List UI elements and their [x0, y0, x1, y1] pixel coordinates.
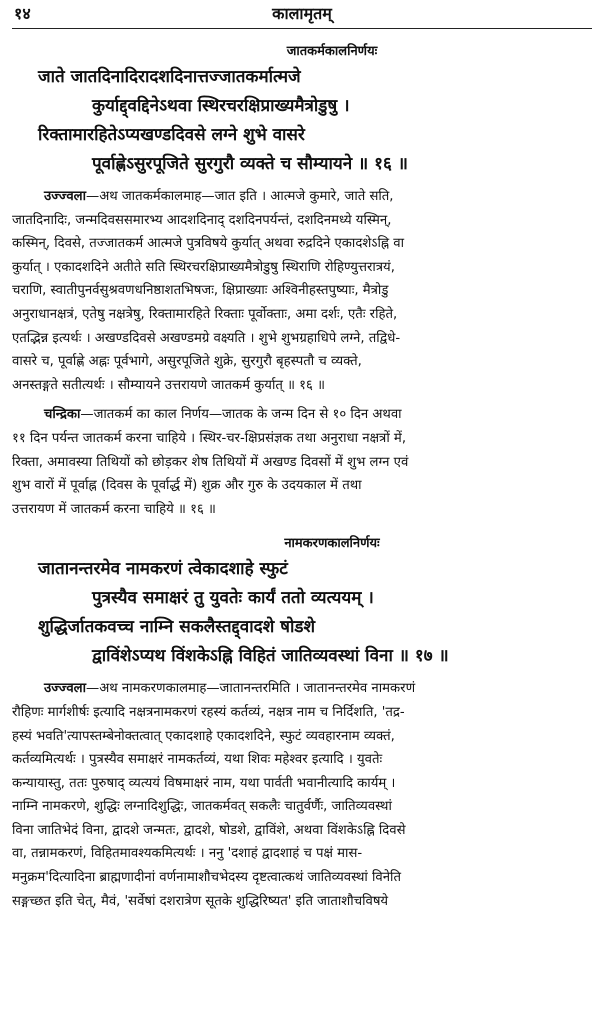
- verse-line: कुर्याद्द्वद्दिनेऽथवा स्थिरचरक्षिप्राख्यमैत्रोडुषु ।: [92, 96, 350, 116]
- commentary-line: उत्तरायण में जातकर्म करना चाहिये ॥ १६ ॥: [12, 501, 216, 517]
- commentary-label: चन्द्रिका: [44, 407, 81, 423]
- commentary-line: कुर्यात् । एकादशदिने अतीते सति स्थिरचरक्षिप्राख्यमैत्रोडुषु स्थिराणि रोहिण्युत्तरात्रयं,: [12, 259, 395, 275]
- section-heading-jatakarma: जातकर्मकालनिर्णयः: [286, 44, 378, 59]
- commentary-text: —अथ नामकरणकालमाह—जातानन्तरमिति । जातानन्तरमेव नामकरणं: [86, 681, 416, 697]
- commentary-line: हस्यं भवति'त्यापस्तम्बेनोक्तत्वात् एकादशाहे एकादशदिने, स्फुटं व्यवहारनाम व्यक्तं,: [12, 728, 395, 744]
- ujjvala-commentary-16: [12, 185, 592, 397]
- commentary-line: जातदिनादिः, जन्मदिवससमारभ्य आदशदिनाद् दशदिनपर्यन्तं, दशदिनमध्ये यस्मिन्,: [12, 212, 392, 228]
- verse-line: पुत्रस्यैव समाक्षरं तु युवतेः कार्यं ततो व्यत्ययम् ।: [92, 588, 374, 609]
- commentary-line: चराणि, स्वातीपुनर्वसुश्रवणधनिष्ठाशतभिषजः, क्षिप्राख्याः अश्विनीहस्तपुष्याः, मैत्रोडु: [12, 283, 389, 299]
- commentary-line: मनुक्रम'दित्यादिना ब्राह्मणादीनां वर्णनामाशौचभेदस्य दृष्टत्वात्कथं जातिव्यवस्थां विनेति: [12, 870, 401, 886]
- verse-line: पूर्वाह्णेऽसुरपूजिते सुरगुरौ व्यक्ते च सौम्यायने ॥ १६ ॥: [92, 154, 408, 174]
- verse-line: रिक्तामारहितेऽप्यखण्डदिवसे लग्ने शुभे वासरे: [38, 125, 305, 145]
- page-number: १४: [14, 4, 31, 23]
- ujjvala-commentary-17: [12, 677, 592, 913]
- commentary-line: अनस्तङ्गते सतीत्यर्थः । सौम्यायने उत्तरायणे जातकर्म कुर्यात् ॥ १६ ॥: [12, 377, 325, 393]
- commentary-label: उज्ज्वला: [44, 681, 87, 697]
- verse-16: [12, 63, 592, 179]
- page-header: [12, 0, 592, 29]
- chandrika-commentary-16: [12, 403, 592, 521]
- commentary-text: —जातकर्म का काल निर्णय—जातक के जन्म दिन से १० दिन अथवा: [80, 407, 402, 423]
- commentary-line: वा, तन्नामकरणं, विहितमावश्यकमित्यर्थः । ननु 'दशाहं द्वादशाहं च पक्षं मास-: [12, 846, 363, 862]
- commentary-text: —अथ जातकर्मकालमाह—जात इति । आत्मजे कुमारे, जाते सति,: [86, 189, 394, 204]
- verse-line: द्वाविंशेऽप्यथ विंशकेऽह्नि विहितं जातिव्यवस्थां विना ॥ १७ ॥: [92, 646, 449, 667]
- commentary-line: शुभ वारों में पूर्वाह्न (दिवस के पूर्वार्द्ध में) शुक्र और गुरु के उदयकाल में तथा: [12, 478, 362, 494]
- commentary-line: विना जातिभेदं विना, द्वादशे जन्मतः, द्वादशे, षोडशे, द्वाविंशे, अथवा विंशकेऽह्नि दिवसे: [12, 822, 406, 838]
- commentary-line: अनुराधानक्षत्रं, एतेषु नक्षत्रेषु, रिक्तामारहिते रिक्ताः पूर्वोक्ताः, अमा दर्शः, एतैः रहिते,: [12, 306, 398, 322]
- commentary-line: कर्तव्यमित्यर्थः । पुत्रस्यैव समाक्षरं नामकर्तव्यं, यथा शिवः महेश्वर इत्यादि । युवतेः: [12, 752, 383, 768]
- verse-17: [12, 555, 592, 671]
- commentary-line: सङ्गच्छत इति चेत्, मैवं, 'सर्वेषां दशरात्रेण सूतके शुद्धिरिष्यत' इति जाताशौचविषये: [12, 893, 389, 909]
- commentary-line: नाम्नि नामकरणे, शुद्धिः लग्नादिशुद्धिः, जातकर्मवत् सकलैः चातुर्वर्णैः, जातिव्यवस्थां: [12, 799, 392, 815]
- commentary-line: एतद्भिन्न इत्यर्थः । अखण्डदिवसे अखण्डमग्रे वक्ष्यति । शुभे शुभग्रहाधिपे लग्ने, तद्विधे-: [12, 330, 401, 346]
- verse-line: शुद्धिर्जातकवच्च नाम्नि सकलैस्तद्द्वादशे षोडशे: [38, 617, 316, 638]
- verse-line: जाते जातदिनादिरादशदिनात्तज्जातकर्मात्मजे: [38, 67, 301, 87]
- commentary-line: [12, 403, 592, 427]
- commentary-line: ११ दिन पर्यन्त जातकर्म करना चाहिये । स्थिर-चर-क्षिप्रसंज्ञक तथा अनुराधा नक्षत्रों में,: [12, 430, 407, 446]
- running-title: कालामृतम्: [272, 4, 332, 23]
- commentary-line: [12, 677, 592, 701]
- commentary-line: रिक्ता, अमावस्या तिथियों को छोड़कर शेष तिथियों में अखण्ड दिवसों में शुभ लग्न एवं: [12, 454, 409, 470]
- commentary-line: रौहिणः मार्गशीर्षः इत्यादि नक्षत्रनामकरणं रहस्यं कर्तव्यं, नक्षत्र नाम च निर्दिशति, 'तद्र-: [12, 704, 405, 720]
- commentary-line: कस्मिन्, दिवसे, तज्जातकर्म आत्मजे पुत्रविषये कुर्यात् अथवा रुद्रदिने एकादशेऽह्नि वा: [12, 236, 405, 252]
- commentary-label: उज्ज्वला: [44, 189, 87, 204]
- commentary-line: वासरे च, पूर्वाह्णे अह्नः पूर्वभागे, असुरपूजिते शुक्रे, सुरगुरौ बृहस्पतौ च व्यक्ते,: [12, 354, 362, 370]
- verse-line: जातानन्तरमेव नामकरणं त्वेकादशाहे स्फुटं: [38, 559, 288, 580]
- commentary-line: कन्यायास्तु, ततः पुरुषाद् व्यत्ययं विषमाक्षरं नाम, यथा पार्वती भवानीत्यादि कार्यम् ।: [12, 775, 396, 791]
- commentary-line: [12, 185, 592, 209]
- section-heading-namakarana: नामकरणकालनिर्णयः: [284, 536, 380, 552]
